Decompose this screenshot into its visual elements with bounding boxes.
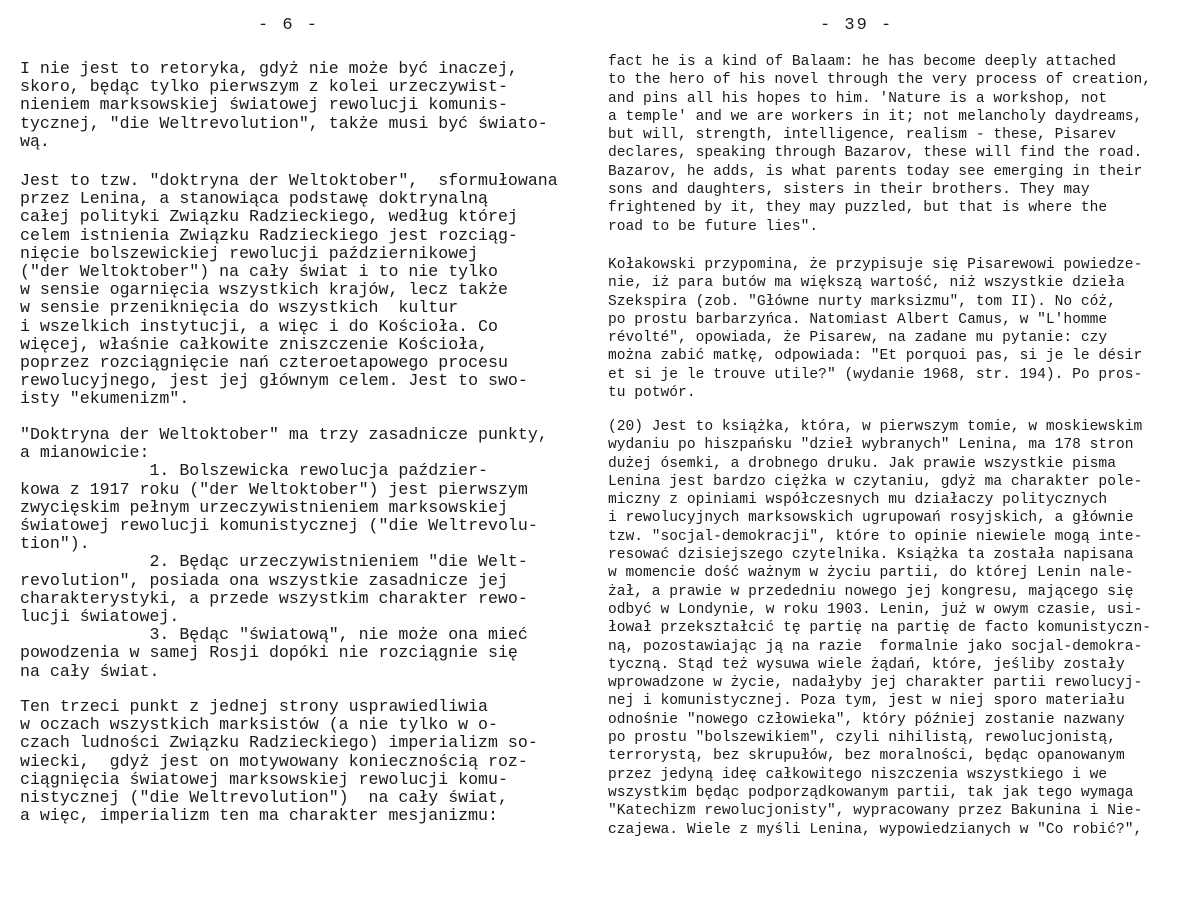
right-page xyxy=(596,0,1202,899)
paragraph-text: Jest to tzw. "doktryna der Weltoktober", sformułowana przez Lenina, a stanowiąca podstawę doktrynalną całej polityki Związku Radzieckiego, według której celem istnienia Związku Radzieckiego jest rozciąg- nięcie bolszewickiej rewolucji październikowej ("der Weltoktober") na cały świat i to nie tylko w sensie ogarnięcia wszystkich krajów, lecz także w sensie przeniknięcia do wszystkich kultur i wszelkich instytucji, a więc i do Kościoła. Co więcej, właśnie całkowite zniszczenie Kościoła, poprzez rozciągnięcie nań czteroetapowego procesu rewolucyjnego, jest jej głównym celem. Jest to swo- isty "ekumenizm". xyxy=(20,171,558,409)
left-paragraph-4 xyxy=(20,698,568,825)
page-number-left: - 6 - xyxy=(258,16,320,35)
paragraph-text: Kołakowski przypomina, że przypisuje się Pisarewowi powiedze- nie, iż para butów ma większą wartość, niż wszystkie dzieła Szekspira (zob. "Główne nurty marksizmu", tom II). No cóż, po prostu barbarzyńca. Natomiast Albert Camus, w "L'homme révolté", opowiada, że Pisarew, na zadane mu pytanie: czy można zabić matkę, odpowiada: "Et porquoi pas, si je le désir et si je le trouve utile?" (wydanie 1968, str. 194). Po pros- tu potwór. xyxy=(608,257,1143,402)
left-paragraph-1 xyxy=(20,60,568,151)
paragraph-text: Ten trzeci punkt z jednej strony usprawiedliwia w oczach wszystkich marksistów (a nie tylko w o- czach ludności Związku Radzieckiego) imperializm so- wiecki, gdyż jest on motywowany koniecznością roz- ciągnięcia światowej marksowskiej rewolucji komu- nistycznej ("die Weltrevolution") na cały świat, a więc, imperializm ten ma charakter mesjanizmu: xyxy=(20,697,538,826)
right-paragraph-2 xyxy=(608,256,1184,402)
right-paragraph-1 xyxy=(608,53,1184,236)
page-number-right: - 39 - xyxy=(820,16,894,35)
left-paragraph-2 xyxy=(20,172,568,409)
right-paragraph-3 xyxy=(608,418,1184,839)
left-page xyxy=(0,0,590,899)
paragraph-text: (20) Jest to książka, która, w pierwszym tomie, w moskiewskim wydaniu po hiszpańsku "dzieł wybranych" Lenina, ma 178 stron dużej ósemki, a drobnego druku. Jak prawie wszystkie pisma Lenina jest bardzo ciężka w czytaniu, gdyż ma charakter pole- miczny z opiniami współczesnych mu działaczy politycznych i rewolucyjnych marksowskich ugrupowań rosyjskich, a głównie tzw. "socjal-demokracji", które to opinie niewiele mogą inte- resować dzisiejszego czytelnika. Książka ta została napisana w momencie dość ważnym w życiu partii, do której Lenin nale- żał, a prawie w przededniu nowego jej kongresu, mającego się odbyć w Londynie, w roku 1903. Lenin, już w owym czasie, usi- łował przekształcić tę partię na partię de facto komunistyczn- ną, pozostawiając ją na razie formalnie jako socjal-demokra- tyczną. Stąd też wysuwa wiele żądań, które, jeśliby zostały wprowadzone w życie, nadałyby jej charakter partii rewolucyj- nej i komunistycznej. Poza tym, jest w niej sporo materiału odnośnie "nowego człowieka", który później zostanie nazwany po prostu "bolszewikiem", czyli nihilistą, rewolucjonistą, terrorystą, bez skrupułów, bez moralności, będąc opanowanym przez jedyną ideę całkowitego niszczenia wszystkiego i we wszystkim będąc podporządkowanym partii, tak jak tego wymaga "Katechizm rewolucjonisty", wypracowany przez Bakunina i Nie- czajewa. Wiele z myśli Lenina, wypowiedzianych w "Co robić?", xyxy=(608,419,1151,838)
paragraph-text: fact he is a kind of Balaam: he has become deeply attached to the hero of his novel through the very process of creation, and pins all his hopes to him. 'Nature is a workshop, not a temple' and we are workers in it; not melancholy daydreams, but will, strength, intelligence, realism - these, Pisarev declares, speaking through Bazarov, these will find the road. Bazarov, he adds, is what parents today see emerging in their sons and daughters, sisters in their brothers. They may frightened by it, they may puzzled, but that is where the road to be future lies". xyxy=(608,54,1151,235)
paragraph-text: "Doktryna der Weltoktober" ma trzy zasadnicze punkty, a mianowicie: 1. Bolszewicka rewolucja paździer- kowa z 1917 roku ("der Weltoktober") jest pierwszym zwycięskim pełnym urzeczywistnieniem marksowskiej światowej rewolucji komunistycznej ("die Weltrevolu- tion"). 2. Będąc urzeczywistnieniem "die Welt- revolution", posiada ona wszystkie zasadnicze jej charakterystyki, a przede wszystkim charakter rewo- lucji światowej. 3. Będąc "światową", nie może ona mieć powodzenia w samej Rosji dopóki nie rozciągnie się na cały świat. xyxy=(20,425,548,681)
left-paragraph-3 xyxy=(20,426,568,681)
paragraph-text: I nie jest to retoryka, gdyż nie może być inaczej, skoro, będąc tylko pierwszym z kolei urzeczywist- nieniem marksowskiej światowej rewolucji komunis- tycznej, "die Weltrevolution", także musi być świato- wą. xyxy=(20,59,548,151)
